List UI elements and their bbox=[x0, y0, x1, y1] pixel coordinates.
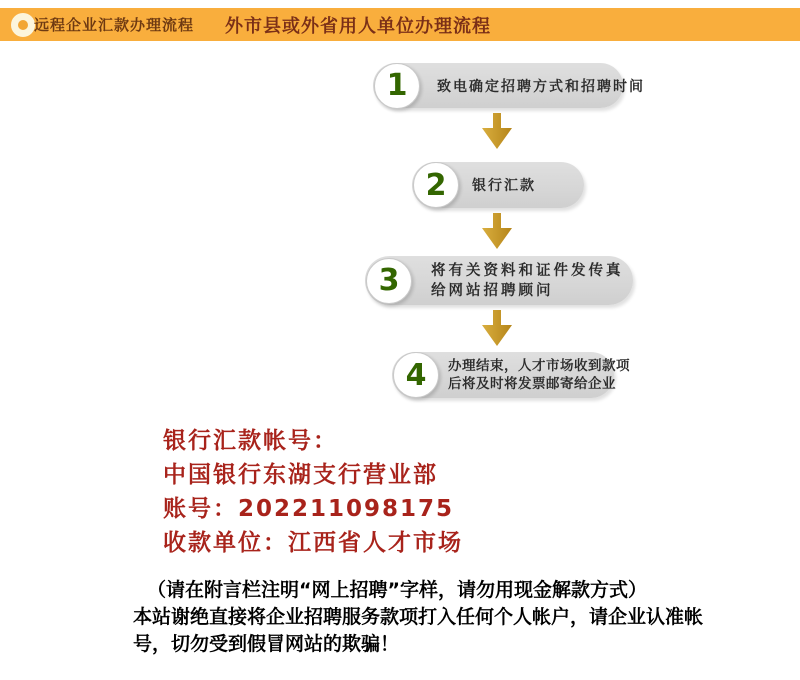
step-1-number-badge: 1 bbox=[374, 63, 420, 109]
down-arrow-icon bbox=[479, 111, 515, 153]
notice-line-3: 号，切勿受到假冒网站的欺骗！ bbox=[133, 633, 400, 655]
step-2-number-badge: 2 bbox=[413, 162, 459, 208]
step-3-line-2: 给网站招聘顾问 bbox=[431, 282, 554, 299]
down-arrow-icon bbox=[479, 308, 515, 350]
bank-remittance-info bbox=[163, 424, 463, 560]
payee-name: 收款单位：江西省人才市场 bbox=[163, 530, 463, 556]
bank-account-number: 账号：202211098175 bbox=[163, 496, 455, 522]
notice-line-2: 本站谢绝直接将企业招聘服务款项打入任何个人帐户，请企业认准帐 bbox=[133, 606, 704, 628]
flow-step-3 bbox=[365, 256, 633, 305]
bank-info-heading: 银行汇款帐号： bbox=[163, 428, 338, 454]
step-3-label bbox=[431, 261, 624, 301]
flow-step-2 bbox=[412, 162, 584, 208]
step-2-label bbox=[472, 175, 536, 195]
flow-step-4 bbox=[392, 352, 630, 398]
step-1-label bbox=[437, 76, 645, 96]
step-3-line-1: 将有关资料和证件发传真 bbox=[431, 262, 624, 279]
step-4-number-badge: 4 bbox=[393, 352, 439, 398]
ring-icon bbox=[11, 13, 35, 37]
header-section-label: 远程企业汇款办理流程 bbox=[34, 16, 195, 34]
notice-line-1: （请在附言栏注明“网上招聘”字样，请勿用现金解款方式） bbox=[147, 579, 647, 601]
notice-text bbox=[133, 577, 703, 658]
step-4-line-2: 后将及时将发票邮寄给企业 bbox=[448, 376, 616, 392]
step-2-line-1: 银行汇款 bbox=[472, 178, 536, 194]
step-3-number-badge: 3 bbox=[366, 258, 412, 304]
down-arrow-icon bbox=[479, 211, 515, 253]
step-4-label bbox=[448, 357, 630, 393]
step-1-line-1: 致电确定招聘方式和招聘时间 bbox=[437, 78, 645, 95]
header-bar bbox=[0, 8, 800, 41]
flow-step-1 bbox=[373, 63, 645, 108]
page-title: 外市县或外省用人单位办理流程 bbox=[225, 15, 491, 37]
step-4-line-1: 办理结束，人才市场收到款项 bbox=[448, 358, 630, 374]
bank-branch-name: 中国银行东湖支行营业部 bbox=[163, 462, 438, 488]
